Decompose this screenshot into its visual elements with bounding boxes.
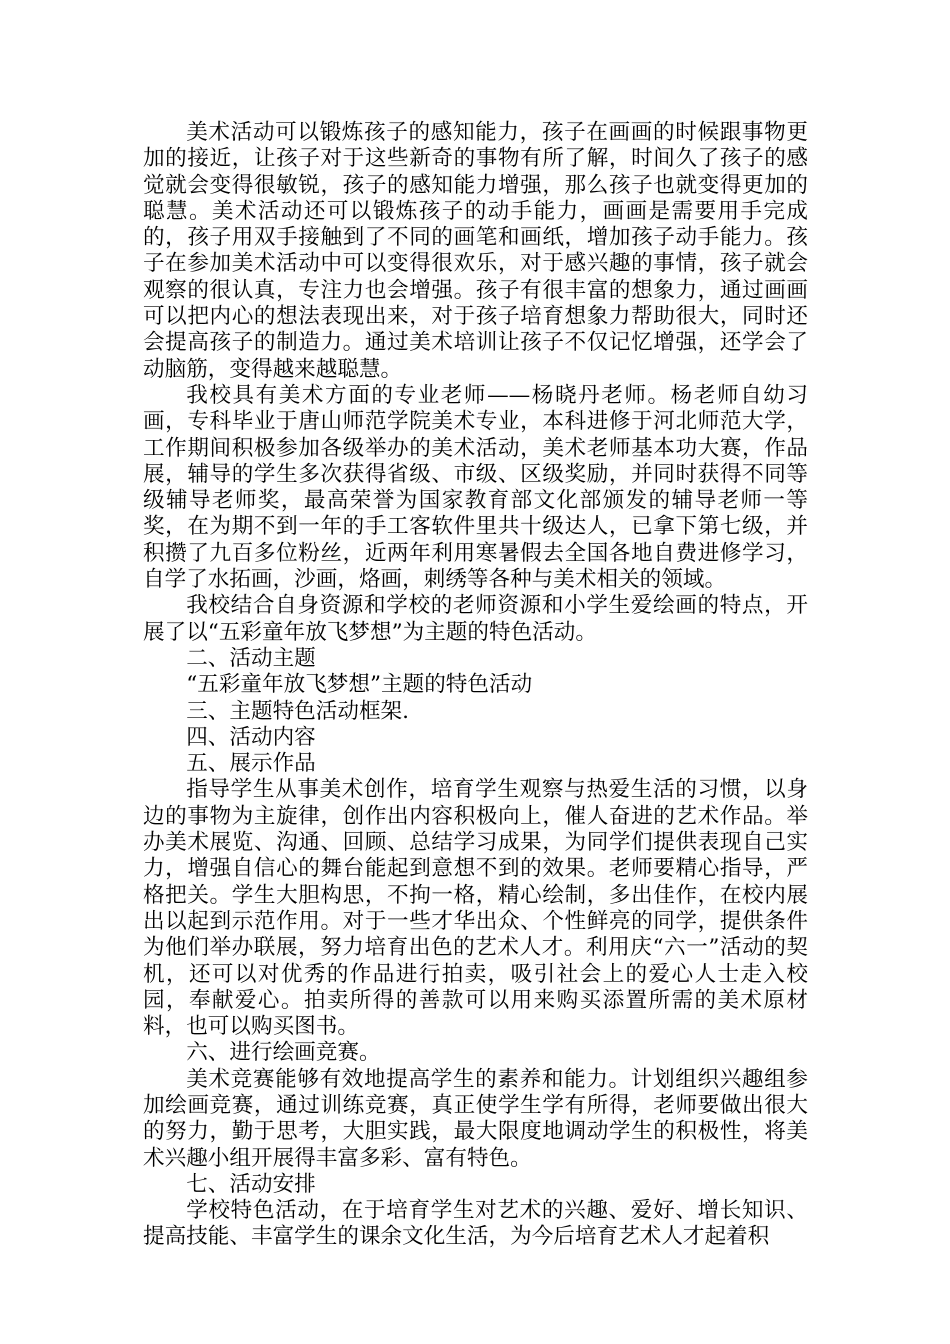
paragraph-teacher-intro: 我校具有美术方面的专业老师——杨晓丹老师。杨老师自幼习画，专科毕业于唐山师范学院美术专业，本科进修于河北师范大学，工作期间积极参加各级举办的美术活动，美术老师基本功大赛，作品展，辅导的学生多次获得省级、市级、区级奖励，并同时获得不同等级辅导老师奖，最高荣誉为国家教育部文化部颁发的辅导老师一等奖，在为期不到一年的手工客软件里共十级达人，已拿下第七级，并积攒了九百多位粉丝，近两年利用寒暑假去全国各地自费进修学习，自学了水拓画，沙画，烙画，刺绣等各种与美术相关的领域。 (143, 382, 808, 593)
paragraph-activity-origin: 我校结合自身资源和学校的老师资源和小学生爱绘画的特点，开展了以“五彩童年放飞梦想”为主题的特色活动。 (143, 593, 808, 645)
paragraph-painting-contest: 美术竞赛能够有效地提高学生的素养和能力。计划组织兴趣组参加绘画竞赛，通过训练竞赛，真正使学生学有所得，老师要做出很大的努力，勤于思考，大胆实践，最大限度地调动学生的积极性，将美术兴趣小组开展得丰富多彩、富有特色。 (143, 1066, 808, 1171)
paragraph-activity-schedule: 学校特色活动，在于培育学生对艺术的兴趣、爱好、增长知识、提高技能、丰富学生的课余文化生活，为今后培育艺术人才起着积 (143, 1198, 808, 1250)
paragraph-show-works: 指导学生从事美术创作，培育学生观察与热爱生活的习惯，以身边的事物为主旋律，创作出内容积极向上，催人奋进的艺术作品。举办美术展览、沟通、回顾、总结学习成果，为同学们提供表现自己实力，增强自信心的舞台能起到意想不到的效果。老师要精心指导，严格把关。学生大胆构思，不拘一格，精心绘制，多出佳作，在校内展出以起到示范作用。对于一些才华出众、个性鲜亮的同学，提供条件为他们举办联展，努力培育出色的艺术人才。利用庆“六一”活动的契机，还可以对优秀的作品进行拍卖，吸引社会上的爱心人士走入校园，奉献爱心。拍卖所得的善款可以用来购买添置所需的美术原材料，也可以购买图书。 (143, 777, 808, 1040)
paragraph-theme-name: “五彩童年放飞梦想”主题的特色活动 (186, 672, 533, 698)
heading-activity-content: 四、活动内容 (186, 724, 316, 750)
heading-show-works: 五、展示作品 (186, 751, 316, 777)
heading-activity-theme: 二、活动主题 (186, 645, 316, 671)
document-page (143, 120, 808, 1251)
heading-activity-framework: 三、主题特色活动框架. (186, 698, 409, 724)
paragraph-art-benefits: 美术活动可以锻炼孩子的感知能力，孩子在画画的时候跟事物更加的接近，让孩子对于这些新奇的事物有所了解，时间久了孩子的感觉就会变得很敏锐，孩子的感知能力增强，那么孩子也就变得更加的聪慧。美术活动还可以锻炼孩子的动手能力，画画是需要用手完成的，孩子用双手接触到了不同的画笔和画纸，增加孩子动手能力。孩子在参加美术活动中可以变得很欢乐，对于感兴趣的事情，孩子就会观察的很认真，专注力也会增强。孩子有很丰富的想象力，通过画画可以把内心的想法表现出来，对于孩子培育想象力帮助很大，同时还会提高孩子的制造力。通过美术培训让孩子不仅记忆增强，还学会了动脑筋，变得越来越聪慧。 (143, 120, 808, 382)
heading-activity-schedule: 七、活动安排 (186, 1171, 316, 1197)
heading-painting-contest: 六、进行绘画竞赛。 (186, 1040, 381, 1066)
